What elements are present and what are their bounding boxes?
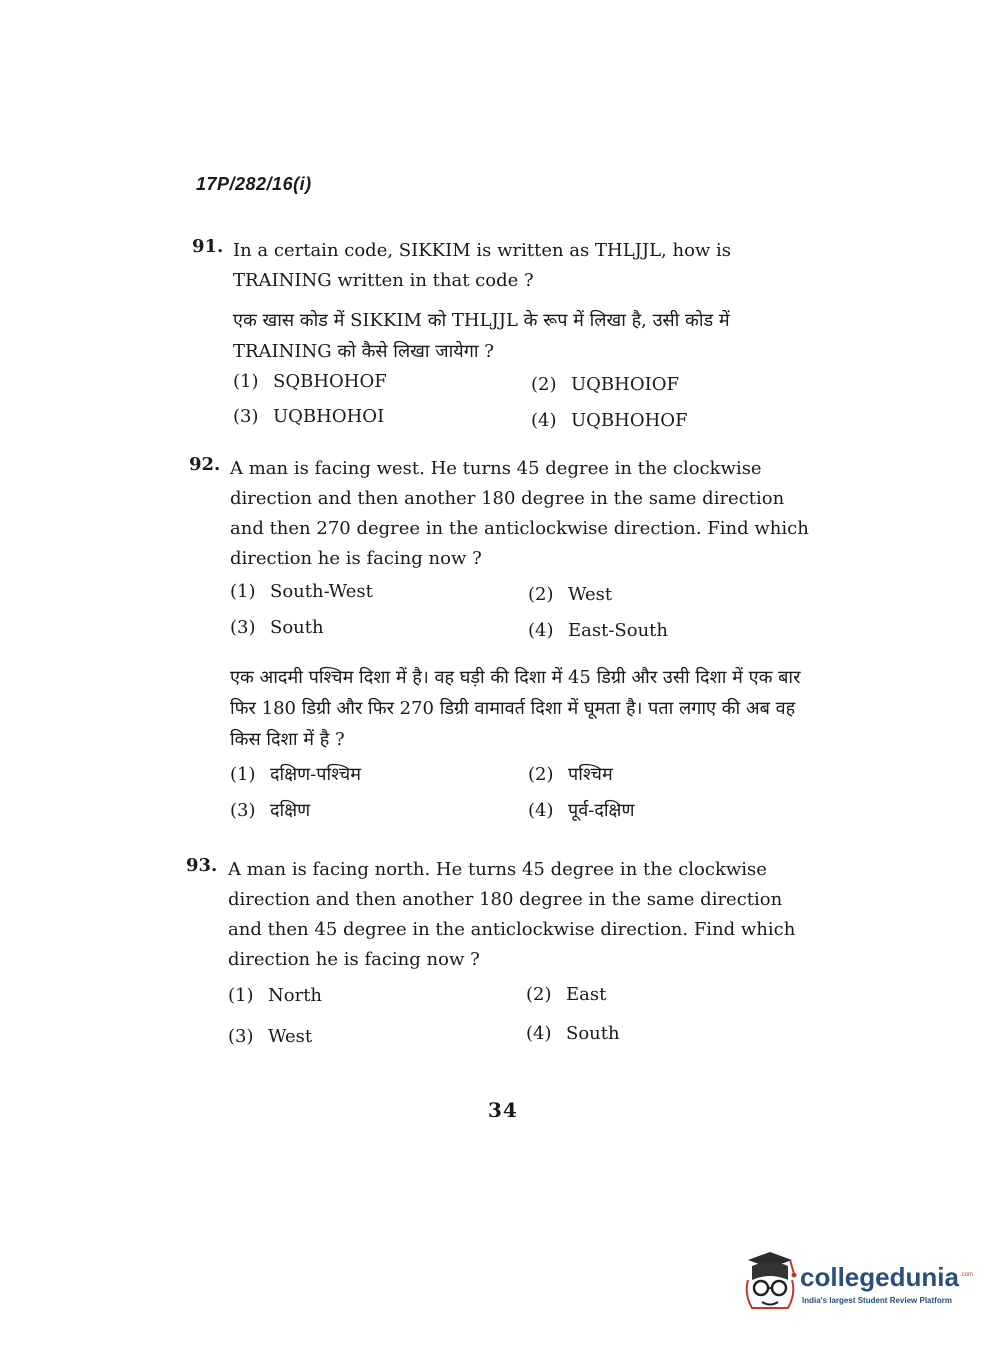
option-text: West [568,584,613,605]
option-text: North [268,985,323,1006]
option-text: South-West [270,581,373,602]
option-text: UQBHOHOI [273,406,385,427]
q91-option-2 [531,374,679,395]
logo-suffix: .com [960,1272,974,1278]
q91-option-4 [531,410,688,431]
option-number: (2) [526,984,552,1005]
option-number: (2) [528,584,554,605]
paper-code: 17P/282/16(i) [196,174,312,194]
q91-option-1 [233,371,387,392]
page-number: 34 [488,1098,518,1122]
option-text: पश्चिम [568,764,613,785]
q92-option-4 [528,620,668,641]
option-text: East-South [568,620,669,641]
option-number: (1) [230,581,256,602]
option-number: (2) [531,374,557,395]
q92-option-2 [528,584,612,605]
question-92-english: A man is facing west. He turns 45 degree in the clockwise direction and then another 180 degree in the same direction and then 270 degree in the anticlockwise direction. Find which direction he is facing now ? [230,458,809,569]
collegedunia-logo [740,1248,974,1318]
option-text: West [268,1026,313,1047]
q91-option-3 [233,406,384,427]
option-number: (3) [230,800,256,821]
option-text: UQBHOHOF [571,410,688,431]
question-92-hindi: एक आदमी पश्चिम दिशा में है। वह घड़ी की दिशा में 45 डिग्री और उसी दिशा में एक बार फिर 180 डिग्री और फिर 270 डिग्री वामावर्त दिशा में घूमता है। पता लगाए की अब वह किस दिशा में है ? [230,667,801,750]
option-number: (2) [528,764,554,785]
option-text: South [566,1023,620,1044]
question-91-hindi: एक खास कोड में SIKKIM को THLJJL के रूप में लिखा है, उसी कोड में TRAINING को कैसे लिखा जायेगा ? [233,310,730,362]
question-93-english: A man is facing north. He turns 45 degree in the clockwise direction and then another 180 degree in the same direction and then 45 degree in the anticlockwise direction. Find which direction he is facing now ? [228,859,796,970]
option-number: (3) [230,617,256,638]
q93-option-3 [228,1026,312,1047]
option-text: दक्षिण [270,800,311,821]
option-number: (4) [526,1023,552,1044]
option-text: South [270,617,324,638]
option-number: (1) [230,764,256,785]
option-text: UQBHOIOF [571,374,679,395]
option-number: (1) [228,985,254,1006]
option-text: East [566,984,607,1005]
question-91-english: In a certain code, SIKKIM is written as THLJJL, how is TRAINING written in that code ? [233,240,732,291]
mascot-icon [740,1250,798,1314]
question-number-93: 93. [186,855,218,876]
q92-hindi-option-2 [528,762,613,786]
q93-option-4 [526,1023,620,1044]
logo-tagline: India's largest Student Review Platform [802,1296,952,1305]
logo-brand: collegedunia [800,1262,959,1292]
q92-option-3 [230,617,324,638]
q92-option-1 [230,581,373,602]
option-text: दक्षिण-पश्चिम [270,764,361,785]
q92-hindi-option-3 [230,798,310,822]
option-number: (4) [528,620,554,641]
option-text: SQBHOHOF [273,371,387,392]
option-number: (3) [233,406,259,427]
q92-hindi-option-4 [528,798,634,822]
option-text: पूर्व-दक्षिण [568,800,635,821]
option-number: (3) [228,1026,254,1047]
option-number: (1) [233,371,259,392]
option-number: (4) [531,410,557,431]
option-number: (4) [528,800,554,821]
q93-option-2 [526,984,606,1005]
question-number-91: 91. [192,236,224,257]
question-number-92: 92. [189,454,221,475]
q93-option-1 [228,985,322,1006]
q92-hindi-option-1 [230,762,361,786]
